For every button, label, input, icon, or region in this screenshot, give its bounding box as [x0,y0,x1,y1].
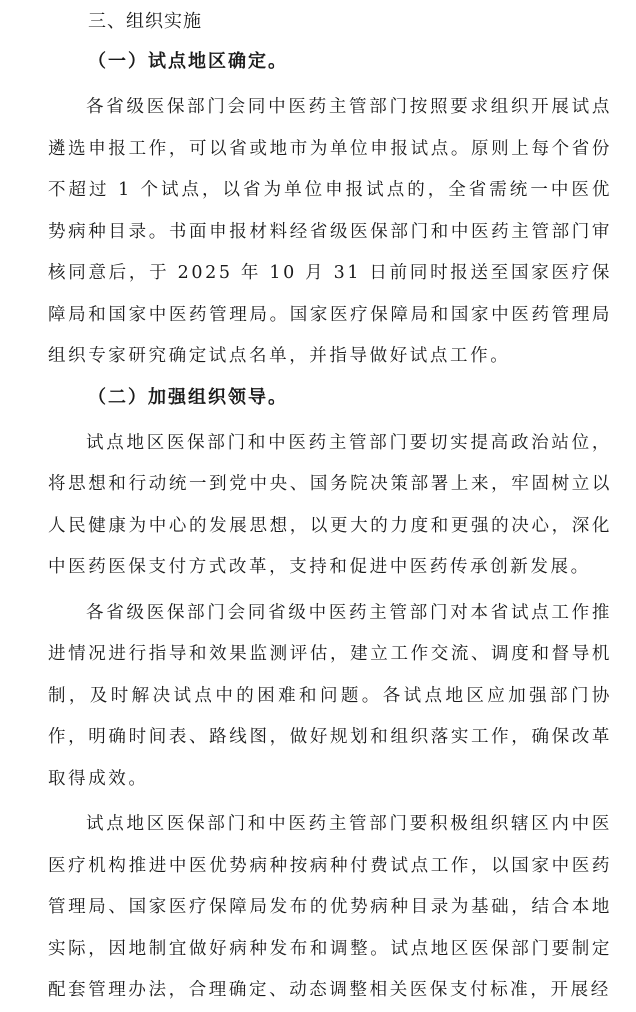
paragraph-leadership: 试点地区医保部门和中医药主管部门要切实提高政治站位，将思想和行动统一到党中央、国务院决策部署上来，牢固树立以人民健康为中心的发展思想，以更大的力度和更强的决心，深化中医药医保支付方式改革，支持和促进中医药传承创新发展。 [48,432,612,577]
paragraph-pilot-areas: 各省级医保部门会同中医药主管部门按照要求组织开展试点遴选申报工作，可以省或地市为单位申报试点。原则上每个省份不超过 1 个试点，以省为单位申报试点的，全省需统一中医优势病种目录。书面申报材料经省级医保部门和中医药主管部门审核同意后，于 2025 年 10 月 31 日前同时报送至国家医疗保障局和国家中医药管理局。国家医疗保障局和国家中医药管理局组织专家研究确定试点名单，并指导做好试点工作。 [48,97,612,366]
subsection-title-leadership: （二）加强组织领导。 [88,386,288,408]
subsection-title-pilot-areas: （一）试点地区确定。 [88,51,288,72]
paragraph-pilot-implementation: 试点地区医保部门和中医药主管部门要积极组织辖区内中医医疗机构推进中医优势病种按病种付费试点工作，以国家中医药管理局、国家医疗保障局发布的优势病种目录为基础，结合本地实际，因地制宜做好病种发布和调整。试点地区医保部门要制定配套管理办法，合理确定、动态调整相关医保支付标准，开展经 [48,814,612,1000]
section-heading: 三、组织实施 [88,11,202,32]
paragraph-provincial-guidance: 各省级医保部门会同省级中医药主管部门对本省试点工作推进情况进行指导和效果监测评估，建立工作交流、调度和督导机制，及时解决试点中的困难和问题。各试点地区应加强部门协作，明确时间表、路线图，做好规划和组织落实工作，确保改革取得成效。 [48,602,612,789]
